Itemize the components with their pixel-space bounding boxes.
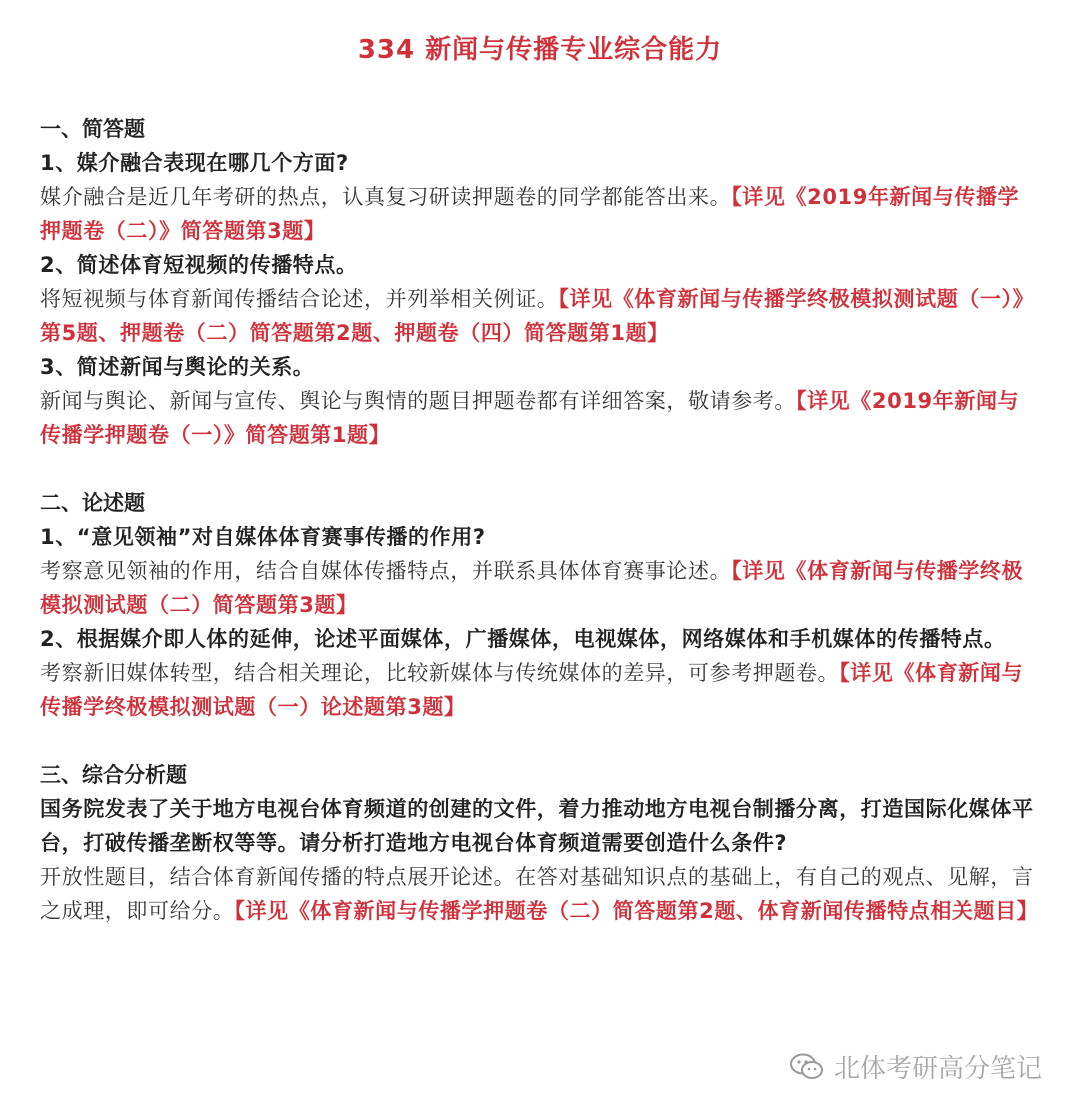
reference-text: 【详见《2019年新闻与传播学押题卷（二）》简答题第3题】 [40, 185, 1020, 243]
document-page [40, 0, 1040, 928]
answer-text: 开放性题目，结合体育新闻传播的特点展开论述。在答对基础知识点的基础上，有自己的观点、见解，言之成理，即可给分。 [40, 865, 1034, 923]
question-text: 国务院发表了关于地方电视台体育频道的创建的文件，着力推动地方电视台制播分离，打造国际化媒体平台，打破传播垄断权等等。请分析打造地方电视台体育频道需要创造什么条件? [40, 797, 1034, 855]
answer-text: 将短视频与体育新闻传播结合论述，并列举相关例证。 [40, 287, 559, 311]
question-text: 2、根据媒介即人体的延伸，论述平面媒体，广播媒体，电视媒体，网络媒体和手机媒体的传播特点。 [40, 627, 1006, 651]
question-text: 1、媒介融合表现在哪几个方面? [40, 151, 349, 175]
answer-paragraph [40, 860, 1040, 928]
reference-text: 【详见《体育新闻与传播学终极模拟测试题（一）》第5题、押题卷（二）简答题第2题、押题卷（四）简答题第1题】 [40, 287, 1035, 345]
wechat-icon [790, 1053, 824, 1081]
answer-paragraph [40, 656, 1040, 724]
question-text: 3、简述新闻与舆论的关系。 [40, 355, 315, 379]
reference-text: 【详见《体育新闻与传播学终极模拟测试题（一）论述题第3题】 [40, 661, 1024, 719]
section-heading: 二、论述题 [40, 491, 145, 515]
section-heading: 一、简答题 [40, 117, 145, 141]
section-heading: 三、综合分析题 [40, 763, 187, 787]
section-essay [40, 486, 1040, 724]
reference-text: 【详见《2019年新闻与传播学押题卷（一）》简答题第1题】 [40, 389, 1020, 447]
question-text: 2、简述体育短视频的传播特点。 [40, 253, 358, 277]
answer-text: 考察新旧媒体转型，结合相关理论，比较新媒体与传统媒体的差异，可参考押题卷。 [40, 661, 840, 685]
answer-text: 考察意见领袖的作用，结合自媒体传播特点，并联系具体体育赛事论述。 [40, 559, 732, 583]
answer-paragraph [40, 384, 1040, 452]
answer-text: 新闻与舆论、新闻与宣传、舆论与舆情的题目押题卷都有详细答案，敬请参考。 [40, 389, 796, 413]
watermark [790, 1048, 1042, 1085]
answer-text: 媒介融合是近几年考研的热点，认真复习研读押题卷的同学都能答出来。 [40, 185, 732, 209]
reference-text: 【详见《体育新闻与传播学押题卷（二）简答题第2题、体育新闻传播特点相关题目】 [234, 899, 1039, 923]
section-comprehensive-analysis [40, 758, 1040, 928]
answer-paragraph [40, 554, 1040, 622]
section-short-answer [40, 112, 1040, 452]
watermark-text: 北体考研高分笔记 [833, 1054, 1042, 1084]
reference-text: 【详见《体育新闻与传播学终极模拟测试题（二）简答题第3题】 [40, 559, 1024, 617]
question-text: 1、“意见领袖”对自媒体体育赛事传播的作用? [40, 525, 486, 549]
page-title: 334 新闻与传播专业综合能力 [357, 35, 723, 65]
answer-paragraph [40, 282, 1040, 350]
answer-paragraph [40, 180, 1040, 248]
